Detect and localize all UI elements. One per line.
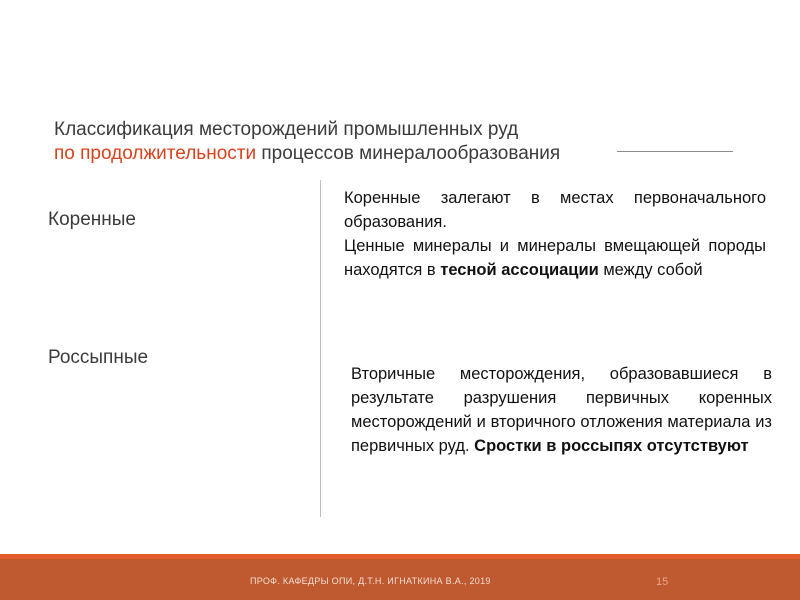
- p2-bold: тесной ассоциации: [440, 261, 599, 279]
- title-rest: процессов минералообразования: [256, 143, 561, 164]
- description-korennye-p2: [344, 234, 766, 282]
- title-accent: по продолжительности: [54, 143, 257, 164]
- column-divider: [320, 180, 321, 517]
- rossypnye-text: Вторичные месторождения, образовавшиеся в результате разрушения первичных коренных месторождений и вторичного отложения материала из первичных руд.: [351, 365, 772, 455]
- title-line-1: Классификация месторождений промышленных руд: [54, 119, 519, 140]
- p2-end: между собой: [598, 261, 703, 279]
- label-rossypnye: Россыпные: [48, 347, 149, 368]
- description-rossypnye-p1: [351, 362, 772, 458]
- description-korennye-p1: Коренные залегают в местах первоначального образования.: [344, 189, 766, 231]
- label-korennye: Коренные: [48, 209, 136, 230]
- rossypnye-bold: Сростки в россыпях отсутствуют: [474, 437, 749, 455]
- footer-author: ПРОФ. КАФЕДРЫ ОПИ, Д.Т.Н. ИГНАТКИНА В.А., 2019: [250, 576, 491, 586]
- slide-title: [54, 118, 754, 166]
- p2-start: Ценные минералы и минералы вмещающей породы находятся в: [344, 237, 766, 279]
- description-korennye: [344, 186, 766, 282]
- description-rossypnye: [351, 362, 772, 458]
- page-number: 15: [656, 576, 669, 588]
- title-line-2: [54, 142, 754, 166]
- title-underline: [617, 151, 733, 152]
